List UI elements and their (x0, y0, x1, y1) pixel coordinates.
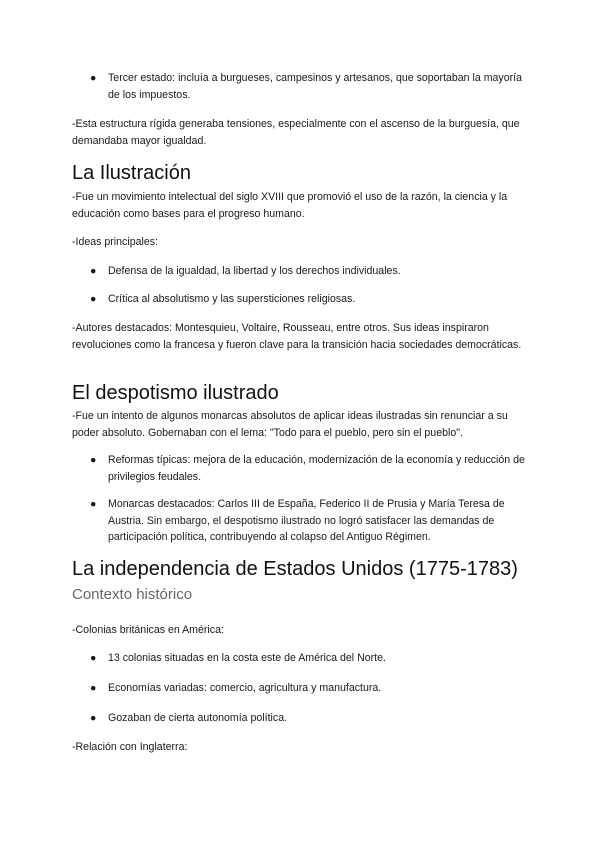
list-item (90, 710, 530, 727)
list-item-text: Defensa de la igualdad, la libertad y los derechos individuales. (108, 265, 401, 277)
list-item (90, 70, 530, 103)
bullet-icon: ● (90, 498, 97, 510)
bullet-icon: ● (90, 652, 97, 664)
heading-despotismo: El despotismo ilustrado (72, 382, 279, 404)
heading-independencia: La independencia de Estados Unidos (1775-1783) (72, 558, 518, 580)
paragraph: -Ideas principales: (72, 236, 158, 248)
bullet-icon: ● (90, 454, 97, 466)
list-item-text: Monarcas destacados: Carlos III de España, Federico II de Prusia y María Teresa de Austria. Sin embargo, el despotismo ilustrado no logró satisfacer las demandas de participación política, contribuyendo al colapso del Antiguo Régimen. (108, 498, 505, 543)
list-item-text: Economías variadas: comercio, agricultura y manufactura. (108, 682, 382, 694)
paragraph: -Relación con Inglaterra: (72, 741, 188, 753)
list-item-text: Crítica al absolutismo y las supersticiones religiosas. (108, 293, 356, 305)
paragraph: -Esta estructura rígida generaba tensiones, especialmente con el ascenso de la burguesía, que demandaba mayor igualdad. (72, 118, 520, 147)
paragraph: -Autores destacados: Montesquieu, Voltaire, Rousseau, entre otros. Sus ideas inspiraron revoluciones como la francesa y fueron clave para la transición hacia sociedades democráticas. (72, 322, 522, 351)
list-item (90, 452, 530, 485)
list-item-text: Tercer estado: incluía a burgueses, campesinos y artesanos, que soportaban la mayoría de los impuestos. (108, 72, 522, 101)
list-item (90, 496, 530, 546)
paragraph: -Colonias británicas en América: (72, 624, 224, 636)
list-item (90, 263, 530, 280)
bullet-icon: ● (90, 265, 97, 277)
list-item (90, 680, 530, 697)
list-item-text: 13 colonias situadas en la costa este de América del Norte. (108, 652, 386, 664)
list-item (90, 291, 530, 308)
bullet-icon: ● (90, 72, 97, 84)
heading-ilustracion: La Ilustración (72, 162, 191, 184)
subheading-contexto: Contexto histórico (72, 586, 193, 603)
list-item (90, 650, 530, 667)
paragraph: -Fue un intento de algunos monarcas absolutos de aplicar ideas ilustradas sin renunciar a su poder absoluto. Gobernaban con el lema: "Todo para el pueblo, pero sin el pueblo". (72, 410, 508, 439)
bullet-icon: ● (90, 712, 97, 724)
list-item-text: Reformas típicas: mejora de la educación, modernización de la economía y reducción de privilegios feudales. (108, 454, 525, 483)
bullet-icon: ● (90, 682, 97, 694)
paragraph: -Fue un movimiento intelectual del siglo XVIII que promovió el uso de la razón, la ciencia y la educación como bases para el progreso humano. (72, 191, 508, 220)
list-item-text: Gozaban de cierta autonomía política. (108, 712, 288, 724)
bullet-icon: ● (90, 293, 97, 305)
